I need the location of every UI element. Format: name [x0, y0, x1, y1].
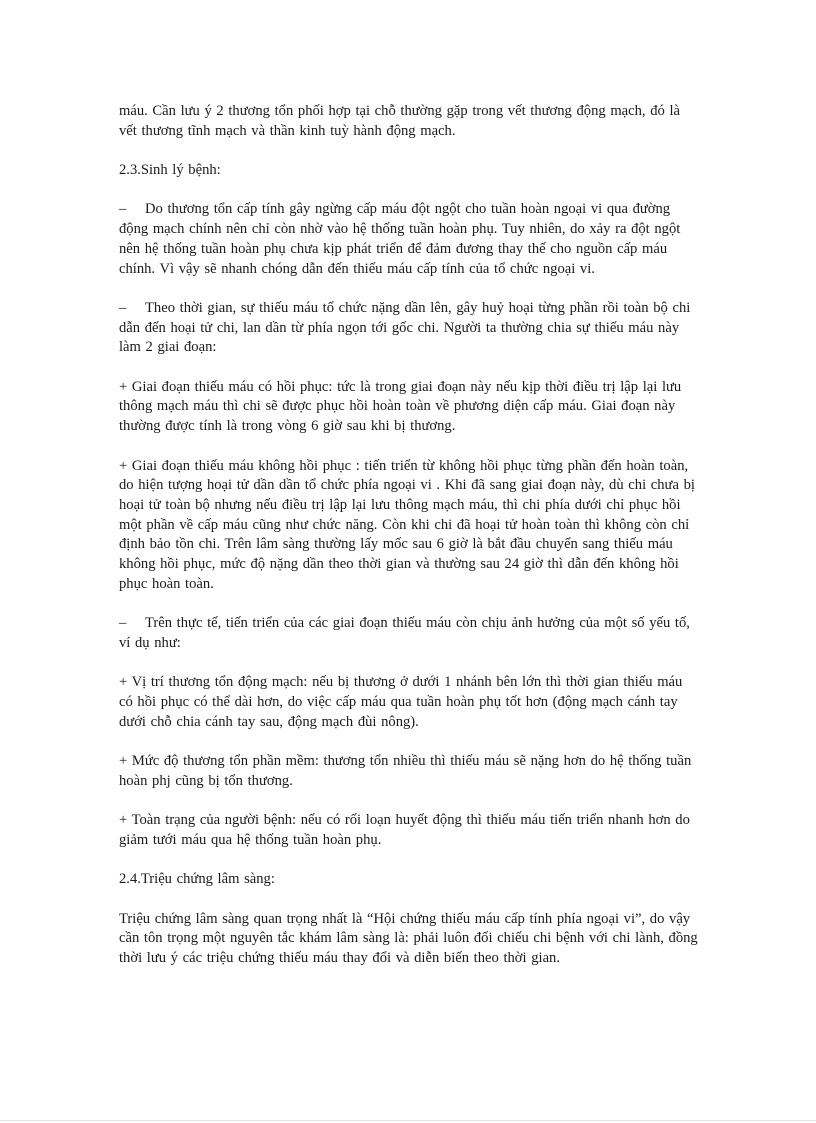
page-bottom-divider: [0, 1120, 816, 1121]
paragraph-injury-location: + Vị trí thương tổn động mạch: nếu bị thương ở dưới 1 nhánh bên lớn thì thời gian thiếu máu có hồi phục có thể dài hơn, do việc cấp máu qua tuần hoàn phụ tốt hơn (động mạch cánh tay dưới chỗ chia cánh tay sau, động mạch đùi nông).: [119, 674, 683, 730]
paragraph-irreversible-stage: + Giai đoạn thiếu máu không hồi phục : tiến triển từ không hồi phục từng phần đến hoàn toàn, do hiện tượng hoại tử dần dần tổ chức phía ngoại vi . Khi đã sang giai đoạn này, dù chi chưa bị hoại tử toàn bộ nhưng nếu điều trị lập lại lưu thông mạch máu, thì chi phía dưới chỉ phục hồi một phần về cấp máu cũng như chức năng. Còn khi chi đã hoại tử hoàn toàn thì không còn chỉ định bảo tồn chi. Trên lâm sàng thường lấy mốc sau 6 giờ là bắt đầu chuyển sang thiếu máu không hồi phục, mức độ nặng dần theo thời gian và thường sau 24 giờ thì dẫn đến không hồi phục hoàn toàn.: [119, 457, 695, 592]
dash-paragraph-influencing-factors: [119, 614, 699, 653]
section-heading-pathophysiology: 2.3.Sinh lý bệnh:: [119, 162, 221, 179]
document-body: [119, 102, 699, 988]
paragraph-soft-tissue-damage: + Mức độ thương tổn phần mềm: thương tổn nhiều thì thiếu máu sẽ nặng hơn do hệ thống tuần hoàn phj cũng bị tổn thương.: [119, 753, 692, 789]
dash-paragraph-time-progression: [119, 299, 699, 358]
dash-paragraph-acute-ischemia: [119, 200, 699, 279]
dash-paragraph-text: Theo thời gian, sự thiếu máu tổ chức nặng dần lên, gây huỷ hoại từng phần rồi toàn bộ chi dẫn đến hoại tử chi, lan dần từ phía ngọn tới gốc chi. Người ta thường chia sự thiếu máu này làm 2 giai đoạn:: [119, 299, 691, 356]
section-heading-clinical-symptoms: 2.4.Triệu chứng lâm sàng:: [119, 871, 275, 888]
dash-marker: –: [119, 615, 127, 632]
paragraph-intro: máu. Cần lưu ý 2 thương tổn phối hợp tại chỗ thường gặp trong vết thương động mạch, đó là vết thương tĩnh mạch và thần kinh tuỳ hành động mạch.: [119, 103, 681, 139]
paragraph-general-condition: + Toàn trạng của người bệnh: nếu có rối loạn huyết động thì thiếu máu tiến triển nhanh hơn do giảm tưới máu qua hệ thống tuần hoàn phụ.: [119, 812, 690, 848]
dash-marker: –: [119, 299, 127, 316]
paragraph-reversible-stage: + Giai đoạn thiếu máu có hồi phục: tức là trong giai đoạn này nếu kịp thời điều trị lập lại lưu thông mạch máu thì chi sẽ được phục hồi hoàn toàn về phương diện cấp máu. Giai đoạn này thường được tính là trong vòng 6 giờ sau khi bị thương.: [119, 378, 682, 435]
dash-paragraph-text: Do thương tổn cấp tính gây ngừng cấp máu đột ngột cho tuần hoàn ngoại vi qua đường động mạch chính nên chỉ còn nhờ vào hệ thống tuần hoàn phụ. Tuy nhiên, do xảy ra đột ngột nên hệ thống tuần hoàn phụ chưa kịp phát triển để đảm đương thay thế cho nguồn cấp máu chính. Vì vậy sẽ nhanh chóng dẫn đến thiếu máu cấp tính của tổ chức ngoại vi.: [119, 201, 681, 277]
dash-marker: –: [119, 201, 127, 218]
paragraph-clinical-symptoms: Triệu chứng lâm sàng quan trọng nhất là “Hội chứng thiếu máu cấp tính phía ngoại vi”, do vậy cần tôn trọng một nguyên tắc khám lâm sàng là: phải luôn đối chiếu chi bệnh với chi lành, đồng thời lưu ý các triệu chứng thiếu máu thay đổi và diễn biến theo thời gian.: [119, 910, 698, 967]
dash-paragraph-text: Trên thực tế, tiến triển của các giai đoạn thiếu máu còn chịu ảnh hưởng của một số yếu tố, ví dụ như:: [119, 615, 690, 651]
